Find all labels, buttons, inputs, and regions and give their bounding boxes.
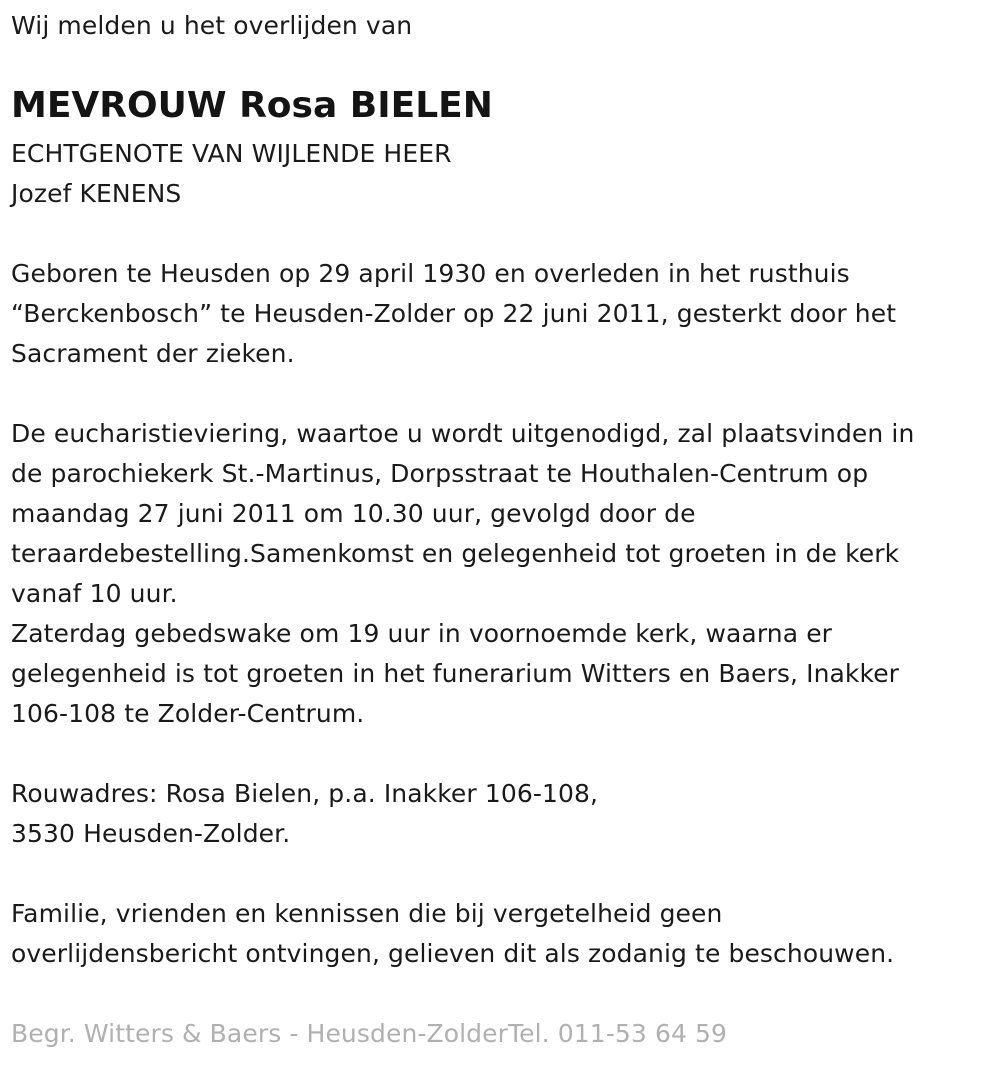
mourning-address (11, 774, 598, 854)
funeral-home-footer: Begr. Witters & Baers - Heusden-ZolderTel. 011-53 64 59 (11, 1019, 728, 1048)
paragraph-line: de parochiekerk St.-Martinus, Dorpsstraat te Houthalen-Centrum op (11, 459, 869, 488)
spouse-block (11, 134, 452, 214)
paragraph-line: Zaterdag gebedswake om 19 uur in voornoemde kerk, waarna er (11, 619, 833, 648)
paragraph-line: gelegenheid is tot groeten in het funerarium Witters en Baers, Inakker (11, 659, 900, 688)
family-note (11, 894, 894, 974)
spouse-title: ECHTGENOTE VAN WIJLENDE HEER (11, 139, 452, 168)
address-line: 3530 Heusden-Zolder. (11, 819, 291, 848)
intro-text: Wij melden u het overlijden van (11, 11, 413, 40)
paragraph-line: overlijdensbericht ontvingen, gelieven dit als zodanig te beschouwen. (11, 939, 895, 968)
paragraph-line: Geboren te Heusden op 29 april 1930 en overleden in het rusthuis (11, 259, 850, 288)
paragraph-line: vanaf 10 uur. (11, 579, 178, 608)
paragraph-line: 106-108 te Zolder-Centrum. (11, 699, 365, 728)
paragraph-line: De eucharistieviering, waartoe u wordt uitgenodigd, zal plaatsvinden in (11, 419, 915, 448)
service-paragraph (11, 414, 914, 734)
paragraph-line: teraardebestelling.Samenkomst en gelegenheid tot groeten in de kerk (11, 539, 900, 568)
address-line: Rouwadres: Rosa Bielen, p.a. Inakker 106-108, (11, 779, 599, 808)
birth-death-paragraph (11, 254, 896, 374)
paragraph-line: “Berckenbosch” te Heusden-Zolder op 22 juni 2011, gesterkt door het (11, 299, 897, 328)
paragraph-line: Sacrament der zieken. (11, 339, 295, 368)
paragraph-line: Familie, vrienden en kennissen die bij vergetelheid geen (11, 899, 723, 928)
spouse-name: Jozef KENENS (11, 179, 182, 208)
deceased-name: MEVROUW Rosa BIELEN (11, 85, 493, 126)
paragraph-line: maandag 27 juni 2011 om 10.30 uur, gevolgd door de (11, 499, 696, 528)
